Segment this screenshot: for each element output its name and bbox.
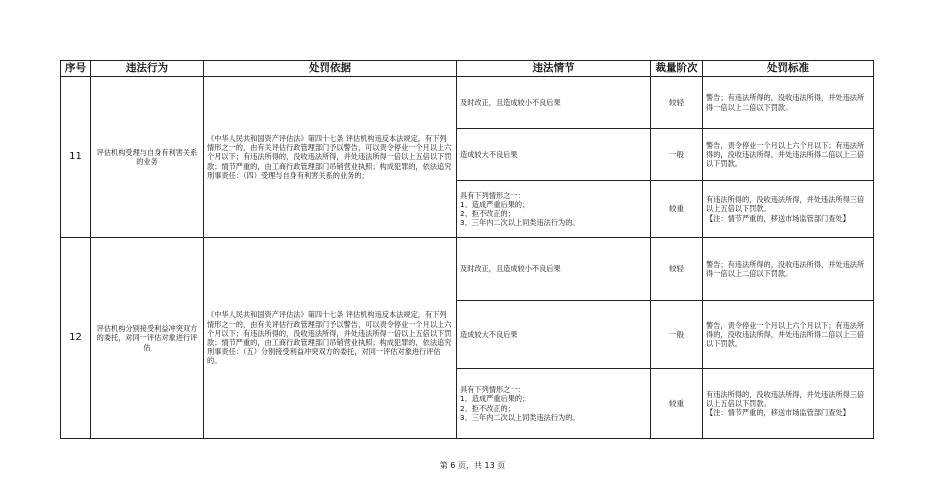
level-cell: 较轻 bbox=[651, 77, 703, 129]
header-circumstance: 违法情节 bbox=[457, 61, 651, 77]
header-violation: 违法行为 bbox=[91, 61, 204, 77]
standard-cell: 警告；有违法所得的，没收违法所得，并处违法所得一倍以上二倍以下罚款。 bbox=[703, 77, 874, 129]
standard-cell: 有违法所得的，没收违法所得，并处违法所得三倍以上五倍以下罚款。 【注：情节严重的，移送市场监管部门查处】 bbox=[703, 369, 874, 439]
seq-cell: 12 bbox=[61, 238, 91, 439]
basis-cell: 《中华人民共和国资产评估法》第四十七条 评估机构违反本法规定，有下列情形之一的，由有关评估行政管理部门予以警告，可以责令停业一个月以上六个月以下；有违法所得的，没收违法所得，并处违法所得一倍以上五倍以下罚款；情节严重的，由工商行政管理部门吊销营业执照；构成犯罪的，依法追究刑事责任：（四）受理与自身有利害关系的业务的； bbox=[204, 77, 457, 238]
penalty-table bbox=[60, 60, 874, 439]
circumstance-cell: 造成较大不良后果 bbox=[457, 301, 651, 369]
level-cell: 一般 bbox=[651, 129, 703, 181]
level-cell: 较轻 bbox=[651, 238, 703, 301]
standard-cell: 有违法所得的，没收违法所得，并处违法所得三倍以上五倍以下罚款。 【注：情节严重的，移送市场监管部门查处】 bbox=[703, 181, 874, 238]
header-level: 裁量阶次 bbox=[651, 61, 703, 77]
basis-cell: 《中华人民共和国资产评估法》第四十七条 评估机构违反本法规定，有下列情形之一的，由有关评估行政管理部门予以警告，可以责令停业一个月以上六个月以下；有违法所得的，没收违法所得，并处违法所得一倍以上五倍以下罚款；情节严重的，由工商行政管理部门吊销营业执照；构成犯罪的，依法追究刑事责任：（五）分别接受利益冲突双方的委托，对同一评估对象进行评估的。 bbox=[204, 238, 457, 439]
circumstance-cell: 具有下列情形之一： 1、造成严重后果的； 2、拒不改正的； 3、三年内二次以上同类违法行为的。 bbox=[457, 369, 651, 439]
seq-cell: 11 bbox=[61, 77, 91, 238]
standard-cell: 警告；有违法所得的，没收违法所得，并处违法所得一倍以上二倍以下罚款。 bbox=[703, 238, 874, 301]
table-row bbox=[61, 238, 874, 301]
violation-cell: 评估机构受理与自身有利害关系的业务 bbox=[91, 77, 204, 238]
header-basis: 处罚依据 bbox=[204, 61, 457, 77]
circumstance-cell: 及时改正，且造成较小不良后果 bbox=[457, 77, 651, 129]
circumstance-cell: 造成较大不良后果 bbox=[457, 129, 651, 181]
standard-cell: 警告，责令停业一个月以上六个月以下；有违法所得的，没收违法所得，并处违法所得二倍以上三倍以下罚款。 bbox=[703, 129, 874, 181]
level-cell: 较重 bbox=[651, 369, 703, 439]
level-cell: 较重 bbox=[651, 181, 703, 238]
level-cell: 一般 bbox=[651, 301, 703, 369]
circumstance-cell: 具有下列情形之一： 1、造成严重后果的； 2、拒不改正的； 3、三年内二次以上同类违法行为的。 bbox=[457, 181, 651, 238]
page-footer: 第 6 页，共 13 页 bbox=[439, 461, 506, 470]
standard-cell: 警告，责令停业一个月以上六个月以下；有违法所得的，没收违法所得，并处违法所得二倍以上三倍以下罚款。 bbox=[703, 301, 874, 369]
header-seq: 序号 bbox=[61, 61, 91, 77]
header-standard: 处罚标准 bbox=[703, 61, 874, 77]
violation-cell: 评估机构分别接受利益冲突双方的委托，对同一评估对象进行评估 bbox=[91, 238, 204, 439]
circumstance-cell: 及时改正，且造成较小不良后果 bbox=[457, 238, 651, 301]
table-row bbox=[61, 77, 874, 129]
header-row bbox=[61, 61, 874, 77]
